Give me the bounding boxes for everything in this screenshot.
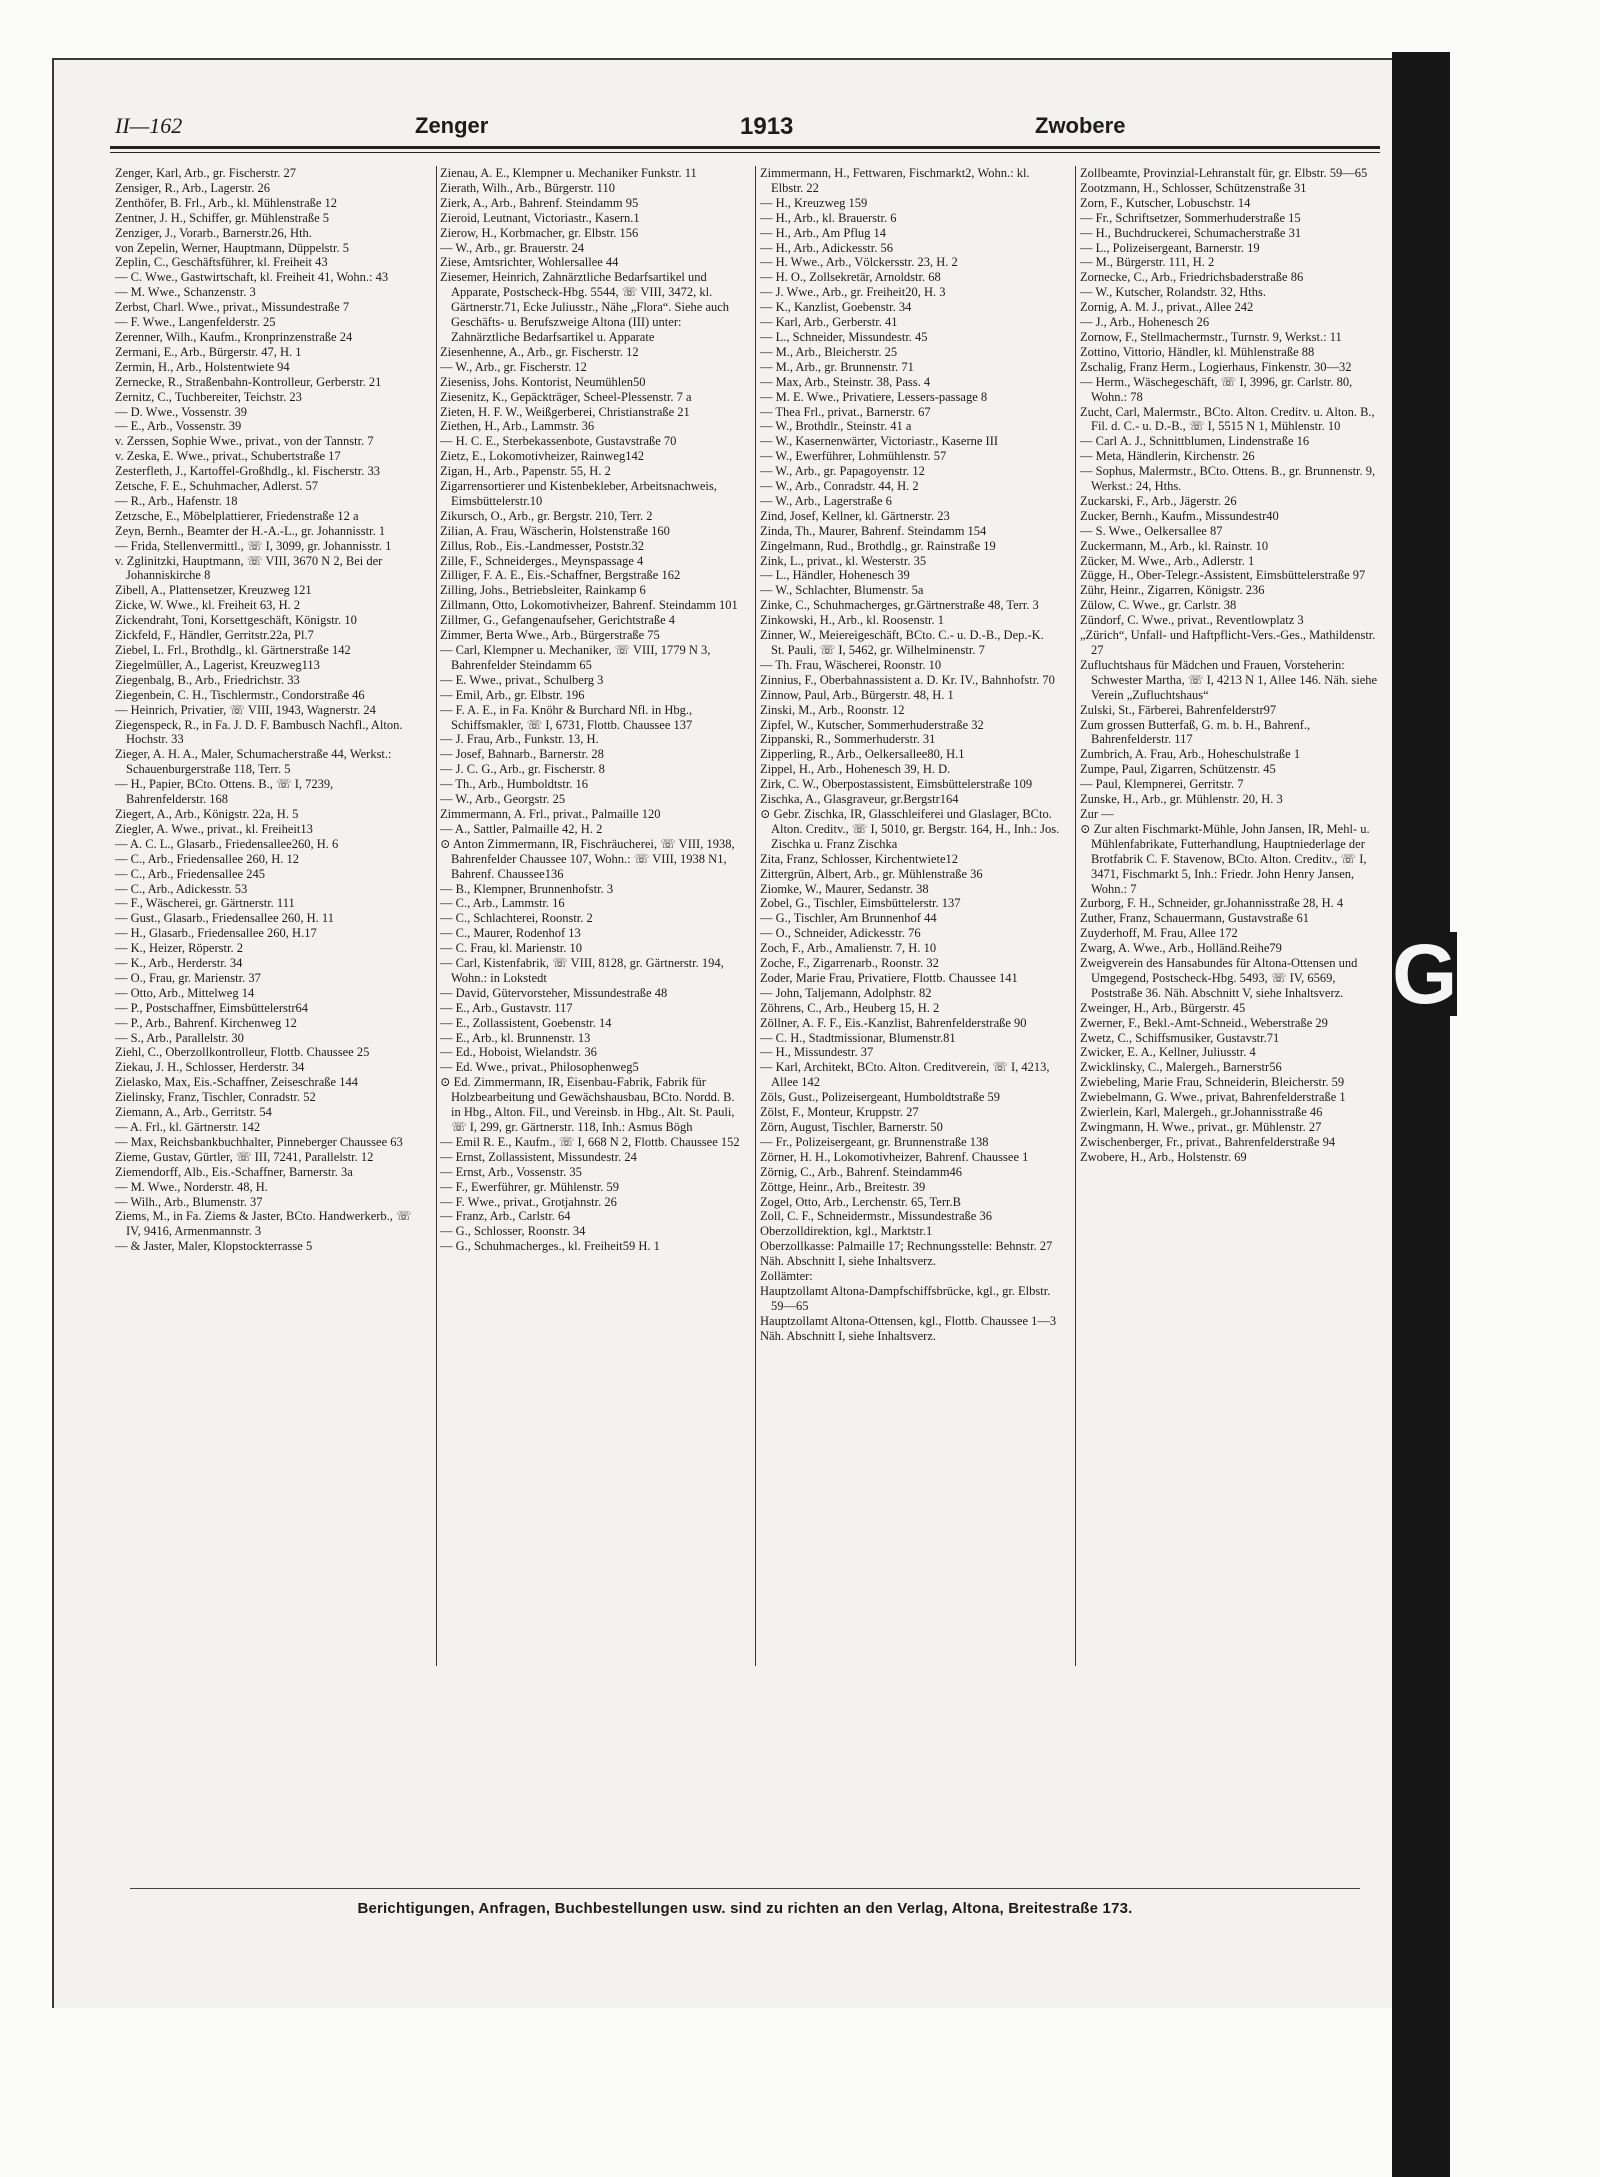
directory-entry: Zesterfleth, J., Kartoffel-Großhdlg., kl. Fischerstr. 33 bbox=[115, 464, 380, 479]
directory-entry: — Carl, Klempner u. Mechaniker, ☏ VIII, 1779 N 3, Bahrenfelder Steindamm 65 bbox=[440, 643, 711, 672]
directory-entry: Zieseniss, Johs. Kontorist, Neumühlen50 bbox=[440, 374, 646, 389]
directory-entry: Zerenner, Wilh., Kaufm., Kronprinzenstraße 24 bbox=[115, 329, 353, 344]
directory-entry: Zernecke, R., Straßenbahn-Kontrolleur, Gerberstr. 21 bbox=[115, 374, 382, 389]
directory-entry: Zinke, C., Schuhmacherges, gr.Gärtnerstraße 48, Terr. 3 bbox=[760, 598, 1039, 613]
directory-entry: Zillmann, Otto, Lokomotivheizer, Bahrenf. Steindamm 101 bbox=[440, 598, 738, 613]
directory-entry: Oberzolldirektion, kgl., Marktstr.1 bbox=[760, 1224, 933, 1239]
directory-entry: — D. Wwe., Vossenstr. 39 bbox=[115, 404, 247, 419]
directory-entry: — C., Arb., Adickesstr. 53 bbox=[115, 881, 248, 896]
directory-entry: Zuther, Franz, Schauermann, Gustavstraße 61 bbox=[1080, 911, 1309, 926]
directory-entry: Zumbrich, A. Frau, Arb., Hoheschulstraße 1 bbox=[1080, 747, 1301, 762]
directory-entry: — Fr., Polizeisergeant, gr. Brunnenstraße 138 bbox=[760, 1134, 989, 1149]
directory-entry: Zetsche, F. E., Schuhmacher, Adlerst. 57 bbox=[115, 479, 318, 494]
directory-entry: Zink, L., privat., kl. Westerstr. 35 bbox=[760, 553, 927, 568]
directory-entry: — E., Arb., Gustavstr. 117 bbox=[440, 1000, 573, 1015]
directory-entry: — G., Tischler, Am Brunnenhof 44 bbox=[760, 911, 937, 926]
directory-entry: Zimmermann, A. Frl., privat., Palmaille 120 bbox=[440, 806, 661, 821]
first-entry-keyword: Zenger bbox=[415, 113, 489, 138]
directory-entry: Zieten, H. F. W., Weißgerberei, Christianstraße 21 bbox=[440, 404, 690, 419]
directory-entry: Ziegenspeck, R., in Fa. J. D. F. Bambusch Nachfl., Alton. Hochstr. 33 bbox=[115, 717, 403, 747]
directory-entry: Zoche, F., Zigarrenarb., Roonstr. 32 bbox=[760, 956, 939, 971]
directory-entry: — O., Schneider, Adickesstr. 76 bbox=[760, 926, 921, 941]
directory-entry: Ziesenhenne, A., Arb., gr. Fischerstr. 12 bbox=[440, 344, 639, 359]
directory-entry: — C. H., Stadtmissionar, Blumenstr.81 bbox=[760, 1030, 956, 1045]
directory-entry: v. Zeska, E. Wwe., privat., Schubertstraße 17 bbox=[115, 449, 341, 464]
directory-entry: von Zepelin, Werner, Hauptmann, Düppelstr. 5 bbox=[115, 240, 349, 255]
directory-entry: — S. Wwe., Oelkersallee 87 bbox=[1080, 523, 1223, 538]
directory-entry: Zwischenberger, Fr., privat., Bahrenfelderstraße 94 bbox=[1080, 1134, 1336, 1149]
directory-entry: — J. Wwe., Arb., gr. Freiheit20, H. 3 bbox=[760, 285, 946, 300]
directory-entry: Zibell, A., Plattensetzer, Kreuzweg 121 bbox=[115, 583, 312, 598]
directory-entry: — H., Arb., kl. Brauerstr. 6 bbox=[760, 210, 897, 225]
directory-entry: Zücker, M. Wwe., Arb., Adlerstr. 1 bbox=[1080, 553, 1255, 568]
directory-entry: Zermani, E., Arb., Bürgerstr. 47, H. 1 bbox=[115, 344, 302, 359]
directory-entry: — Thea Frl., privat., Barnerstr. 67 bbox=[760, 404, 931, 419]
directory-entry: Oberzollkasse: Palmaille 17; Rechnungsstelle: Behnstr. 27 bbox=[760, 1239, 1053, 1254]
directory-entry: Zinda, Th., Maurer, Bahrenf. Steindamm 154 bbox=[760, 523, 987, 538]
directory-entry: — M. Wwe., Norderstr. 48, H. bbox=[115, 1179, 268, 1194]
directory-entry: — F. Wwe., privat., Grotjahnstr. 26 bbox=[440, 1194, 617, 1209]
directory-entry: Zind, Josef, Kellner, kl. Gärtnerstr. 23 bbox=[760, 508, 950, 523]
directory-entry: Zumpe, Paul, Zigarren, Schützenstr. 45 bbox=[1080, 762, 1276, 777]
directory-entry: Näh. Abschnitt I, siehe Inhaltsverz. bbox=[760, 1254, 936, 1269]
directory-entry: — W., Schlachter, Blumenstr. 5a bbox=[760, 583, 924, 598]
directory-entry: Zufluchtshaus für Mädchen und Frauen, Vorsteherin: Schwester Martha, ☏ I, 4213 N 1, Allee 146. Näh. siehe Verein „Zufluchtshaus“ bbox=[1080, 657, 1378, 702]
directory-entry: — J., Arb., Hohenesch 26 bbox=[1080, 315, 1210, 330]
directory-entry: Ziegert, A., Arb., Königstr. 22a, H. 5 bbox=[115, 806, 299, 821]
footer-rule bbox=[130, 1888, 1360, 1889]
directory-entry: — H., Papier, BCto. Ottens. B., ☏ I, 7239, Bahrenfelderstr. 168 bbox=[115, 777, 334, 807]
directory-entry: — Fr., Schriftsetzer, Sommerhuderstraße 15 bbox=[1080, 210, 1301, 225]
directory-entry: Zörn, August, Tischler, Barnerstr. 50 bbox=[760, 1120, 943, 1134]
directory-entry: Zittergrün, Albert, Arb., gr. Mühlenstraße 36 bbox=[760, 866, 983, 881]
directory-entry: — Ernst, Zollassistent, Missundestr. 24 bbox=[440, 1149, 637, 1164]
directory-entry: Hauptzollamt Altona-Ottensen, kgl., Flottb. Chaussee 1—3 bbox=[760, 1313, 1057, 1328]
directory-entry: — E. Wwe., privat., Schulberg 3 bbox=[440, 672, 604, 687]
directory-entry: — M., Arb., Bleicherstr. 25 bbox=[760, 344, 898, 359]
directory-entry: Zilliger, F. A. E., Eis.-Schaffner, Bergstraße 162 bbox=[440, 568, 681, 583]
column-divider bbox=[1075, 166, 1076, 1666]
directory-entry: — L., Polizeisergeant, Barnerstr. 19 bbox=[1080, 240, 1260, 255]
directory-entry: — K., Arb., Herderstr. 34 bbox=[115, 956, 243, 971]
directory-entry: — C. Frau, kl. Marienstr. 10 bbox=[440, 941, 583, 956]
directory-entry: Zwiebeling, Marie Frau, Schneiderin, Bleicherstr. 59 bbox=[1080, 1075, 1345, 1090]
directory-entry: Ziomke, W., Maurer, Sedanstr. 38 bbox=[760, 881, 929, 896]
directory-entry: Zinnow, Paul, Arb., Bürgerstr. 48, H. 1 bbox=[760, 687, 954, 702]
directory-entry: — M. E. Wwe., Privatiere, Lessers-passage 8 bbox=[760, 389, 988, 404]
directory-entry: Zernitz, C., Tuchbereiter, Teichstr. 23 bbox=[115, 389, 302, 404]
directory-entry: — H., Glasarb., Friedensallee 260, H.17 bbox=[115, 926, 317, 941]
directory-entry: — H., Buchdruckerei, Schumacherstraße 31 bbox=[1080, 225, 1302, 240]
publisher-notice: Berichtigungen, Anfragen, Buchbestellungen usw. sind zu richten an den Verlag, Altona, Breitestraße 173. bbox=[357, 1900, 1133, 1917]
directory-entry: Zille, F., Schneiderges., Meynspassage 4 bbox=[440, 553, 644, 568]
directory-entry: Zweinger, H., Arb., Bürgerstr. 45 bbox=[1080, 1000, 1246, 1015]
directory-entry: — W., Arb., gr. Brauerstr. 24 bbox=[440, 240, 585, 255]
adjacent-page-edge bbox=[1392, 52, 1458, 2177]
directory-entry: — W., Arb., gr. Papagoyenstr. 12 bbox=[760, 464, 925, 479]
directory-column-4 bbox=[1080, 166, 1380, 1676]
directory-entry: — C. Wwe., Gastwirtschaft, kl. Freiheit 41, Wohn.: 43 bbox=[115, 270, 389, 285]
directory-entry: Zörnig, C., Arb., Bahrenf. Steindamm46 bbox=[760, 1164, 963, 1179]
directory-entry: Zülow, C. Wwe., gr. Carlstr. 38 bbox=[1080, 598, 1237, 613]
directory-entry: Zieme, Gustav, Gürtler, ☏ III, 7241, Parallelstr. 12 bbox=[115, 1149, 374, 1164]
directory-entry: Ziems, M., in Fa. Ziems & Jaster, BCto. Handwerkerb., ☏ IV, 9416, Armenmannstr. 3 bbox=[115, 1209, 412, 1239]
directory-entry: — A. Frl., kl. Gärtnerstr. 142 bbox=[115, 1120, 261, 1134]
directory-entry: — P., Arb., Bahrenf. Kirchenweg 12 bbox=[115, 1015, 297, 1030]
directory-entry: — W., Kutscher, Rolandstr. 32, Hths. bbox=[1080, 285, 1266, 300]
directory-entry: Zierow, H., Korbmacher, gr. Elbstr. 156 bbox=[440, 225, 639, 240]
directory-entry: Zoch, F., Arb., Amalienstr. 7, H. 10 bbox=[760, 941, 937, 956]
directory-entry: — F., Ewerführer, gr. Mühlenstr. 59 bbox=[440, 1179, 620, 1194]
directory-entry: Zügge, H., Ober-Telegr.-Assistent, Eimsbüttelerstraße 97 bbox=[1080, 568, 1366, 583]
directory-entry: Zur — bbox=[1080, 806, 1114, 821]
directory-entry: Zieger, A. H. A., Maler, Schumacherstraße 44, Werkst.: Schauenburgerstraße 118, Terr. 5 bbox=[115, 747, 392, 777]
directory-entry: — M., Arb., gr. Brunnenstr. 71 bbox=[760, 359, 914, 374]
directory-entry: Zurborg, F. H., Schneider, gr.Johannisstraße 28, H. 4 bbox=[1080, 896, 1344, 911]
directory-entry: — Carl A. J., Schnittblumen, Lindenstraße 16 bbox=[1080, 434, 1310, 449]
directory-entry: Zunske, H., Arb., gr. Mühlenstr. 20, H. 3 bbox=[1080, 792, 1283, 807]
directory-entry: Zigarrensortierer und Kistenbekleber, Arbeitsnachweis, Eimsbüttelerstr.10 bbox=[440, 479, 717, 508]
directory-entry: Zillmer, G., Gefangenaufseher, Gerichtstraße 4 bbox=[440, 613, 676, 628]
directory-entry: — W., Arb., Lagerstraße 6 bbox=[760, 493, 892, 508]
directory-entry: — S., Arb., Parallelstr. 30 bbox=[115, 1030, 244, 1045]
directory-entry: Ziesenitz, K., Gepäckträger, Scheel-Plessenstr. 7 a bbox=[440, 389, 692, 404]
directory-entry: Zermin, H., Arb., Holstentwiete 94 bbox=[115, 359, 290, 374]
directory-entry: Zeyn, Bernh., Beamter der H.-A.-L., gr. Johannisstr. 1 bbox=[115, 523, 386, 538]
directory-entry: Zschalig, Franz Herm., Logierhaus, Finkenstr. 30—32 bbox=[1080, 359, 1352, 374]
directory-entry: Zippel, H., Arb., Hohenesch 39, H. D. bbox=[760, 762, 951, 777]
directory-entry: — R., Arb., Hafenstr. 18 bbox=[115, 493, 238, 508]
directory-entry: Zühr, Heinr., Zigarren, Königstr. 236 bbox=[1080, 583, 1265, 598]
directory-entry: Zinner, W., Meiereigeschäft, BCto. C.- u. D.-B., Dep.-K. St. Pauli, ☏ I, 5462, gr. Wilhelminenstr. 7 bbox=[760, 628, 1044, 657]
directory-entry: — W., Arb., Georgstr. 25 bbox=[440, 792, 566, 807]
directory-entry: — Ernst, Arb., Vossenstr. 35 bbox=[440, 1164, 582, 1179]
directory-entry: ⊙ Zur alten Fischmarkt-Mühle, John Jansen, IR, Mehl- u. Mühlenfabrikate, Futterhandlung, Hauptniederlage der Brotfabrik C. F. Stavenow, BCto. Alton. Creditv., ☏ I, 3471, Fischmarkt 5, Inh.: Friedr. John Henry Jansen, Wohn.: 7 bbox=[1080, 821, 1370, 896]
directory-entry: Ziemann, A., Arb., Gerritstr. 54 bbox=[115, 1105, 272, 1120]
directory-entry: Zierath, Wilh., Arb., Bürgerstr. 110 bbox=[440, 180, 615, 195]
directory-entry: — H., Arb., Adickesstr. 56 bbox=[760, 240, 893, 255]
directory-entry: — F. A. E., in Fa. Knöhr & Burchard Nfl. in Hbg., Schiffsmakler, ☏ I, 6731, Flottb. Chaussee 137 bbox=[440, 702, 693, 732]
directory-entry: — H. C. E., Sterbekassenbote, Gustavstraße 70 bbox=[440, 434, 677, 449]
directory-entry: — P., Postschaffner, Eimsbüttelerstr64 bbox=[115, 1000, 308, 1015]
directory-entry: — Th., Arb., Humboldtstr. 16 bbox=[440, 777, 589, 792]
directory-entry: Zenziger, J., Vorarb., Barnerstr.26, Hth. bbox=[115, 225, 312, 240]
directory-entry: Ziekau, J. H., Schlosser, Herderstr. 34 bbox=[115, 1060, 305, 1075]
directory-year: 1913 bbox=[740, 113, 794, 140]
directory-entry: — C., Maurer, Rodenhof 13 bbox=[440, 926, 581, 941]
directory-entry: Zulski, St., Färberei, Bahrenfelderstr97 bbox=[1080, 702, 1277, 717]
directory-entry: Zieroid, Leutnant, Victoriastr., Kasern.1 bbox=[440, 210, 640, 225]
directory-entry: — F. Wwe., Langenfelderstr. 25 bbox=[115, 315, 276, 330]
directory-entry: Zuckarski, F., Arb., Jägerstr. 26 bbox=[1080, 493, 1237, 508]
directory-entry: Zöllner, A. F. F., Eis.-Kanzlist, Bahrenfelderstraße 90 bbox=[760, 1015, 1027, 1030]
directory-entry: Zielinsky, Franz, Tischler, Conradstr. 52 bbox=[115, 1090, 316, 1105]
directory-entry: Ziehl, C., Oberzollkontrolleur, Flottb. Chaussee 25 bbox=[115, 1045, 370, 1060]
directory-entry: Zörner, H. H., Lokomotivheizer, Bahrenf. Chaussee 1 bbox=[760, 1149, 1029, 1164]
directory-entry: — Max, Arb., Steinstr. 38, Pass. 4 bbox=[760, 374, 931, 389]
directory-entry: Ziegenbalg, B., Arb., Friedrichstr. 33 bbox=[115, 672, 300, 687]
directory-entry: — W., Kasernenwärter, Victoriastr., Kaserne III bbox=[760, 434, 999, 449]
directory-entry: — W., Arb., gr. Fischerstr. 12 bbox=[440, 359, 587, 374]
directory-entry: Zenger, Karl, Arb., gr. Fischerstr. 27 bbox=[115, 166, 297, 180]
directory-entry: Zweigverein des Hansabundes für Altona-Ottensen und Umgegend, Postscheck-Hbg. 5493, ☏ IV, 6569, Poststraße 36. Näh. Abschnitt V, siehe Inhaltsverz. bbox=[1080, 956, 1358, 1000]
directory-entry: Zielasko, Max, Eis.-Schaffner, Zeiseschraße 144 bbox=[115, 1075, 358, 1090]
directory-entry: — Frida, Stellenvermittl., ☏ I, 3099, gr. Johannisstr. 1 bbox=[115, 538, 392, 553]
directory-entry: — C., Arb., Lammstr. 16 bbox=[440, 896, 565, 911]
directory-entry: — H., Kreuzweg 159 bbox=[760, 195, 868, 210]
directory-entry: Zwerner, F., Bekl.-Amt-Schneid., Weberstraße 29 bbox=[1080, 1015, 1328, 1030]
directory-entry: — Karl, Architekt, BCto. Alton. Creditverein, ☏ I, 4213, Allee 142 bbox=[760, 1060, 1050, 1090]
directory-entry: Zöttge, Heinr., Arb., Breitestr. 39 bbox=[760, 1179, 926, 1194]
directory-entry: — Otto, Arb., Mittelweg 14 bbox=[115, 985, 255, 1000]
directory-entry: — Th. Frau, Wäscherei, Roonstr. 10 bbox=[760, 657, 942, 672]
directory-entry: Zornecke, C., Arb., Friedrichsbaderstraße 86 bbox=[1080, 270, 1304, 285]
directory-entry: — H. O., Zollsekretär, Arnoldstr. 68 bbox=[760, 270, 941, 285]
directory-entry: — K., Kanzlist, Goebenstr. 34 bbox=[760, 300, 912, 315]
directory-entry: — K., Heizer, Röperstr. 2 bbox=[115, 941, 243, 956]
directory-column-3 bbox=[760, 166, 1060, 1676]
column-divider bbox=[436, 166, 437, 1666]
directory-entry: Zilian, A. Frau, Wäscherin, Holstenstraße 160 bbox=[440, 523, 670, 538]
page-number: II—162 bbox=[115, 113, 183, 138]
directory-entry: Zwiebelmann, G. Wwe., privat, Bahrenfelderstraße 1 bbox=[1080, 1090, 1346, 1105]
directory-entry: Zollbeamte, Provinzial-Lehranstalt für, gr. Elbstr. 59—65 bbox=[1080, 166, 1368, 180]
directory-entry: Zikursch, O., Arb., gr. Bergstr. 210, Terr. 2 bbox=[440, 508, 653, 523]
directory-entry: Zietz, E., Lokomotivheizer, Rainweg142 bbox=[440, 449, 644, 464]
directory-entry: „Zürich“, Unfall- und Haftpflicht-Vers.-Ges., Mathildenstr. 27 bbox=[1080, 628, 1376, 657]
directory-entry: — W., Brothdlr., Steinstr. 41 a bbox=[760, 419, 912, 434]
directory-entry: Zigan, H., Arb., Papenstr. 55, H. 2 bbox=[440, 464, 611, 479]
directory-entry: Ziemendorff, Alb., Eis.-Schaffner, Barnerstr. 3a bbox=[115, 1164, 353, 1179]
directory-entry: — G., Schuhmacherges., kl. Freiheit59 H. 1 bbox=[440, 1239, 660, 1254]
directory-entry: Zienau, A. E., Klempner u. Mechaniker Funkstr. 11 bbox=[440, 166, 697, 180]
directory-entry: — L., Schneider, Missundestr. 45 bbox=[760, 329, 928, 344]
column-divider bbox=[755, 166, 756, 1666]
directory-entry: Zilling, Johs., Betriebsleiter, Rainkamp 6 bbox=[440, 583, 646, 598]
directory-entry: Zum grossen Butterfaß, G. m. b. H., Bahrenf., Bahrenfelderstr. 117 bbox=[1080, 717, 1311, 747]
directory-entry: Zuckermann, M., Arb., kl. Rainstr. 10 bbox=[1080, 538, 1269, 553]
directory-entry: Zimmer, Berta Wwe., Arb., Bürgerstraße 75 bbox=[440, 628, 660, 643]
directory-entry: — M. Wwe., Schanzenstr. 3 bbox=[115, 285, 256, 300]
directory-entry: Zipperling, R., Arb., Oelkersallee80, H.1 bbox=[760, 747, 965, 762]
directory-entry: — C., Arb., Friedensallee 245 bbox=[115, 866, 265, 881]
directory-entry: — Gust., Glasarb., Friedensallee 260, H. 11 bbox=[115, 911, 334, 926]
directory-entry: Zwicklinsky, C., Malergeh., Barnerstr56 bbox=[1080, 1060, 1282, 1075]
directory-entry: — Ed., Hoboist, Wielandstr. 36 bbox=[440, 1045, 597, 1060]
directory-entry: Ziethen, H., Arb., Lammstr. 36 bbox=[440, 419, 595, 434]
directory-entry: — G., Schlosser, Roonstr. 34 bbox=[440, 1224, 586, 1239]
directory-entry: — John, Taljemann, Adolphstr. 82 bbox=[760, 985, 932, 1000]
directory-entry: — Paul, Klempnerei, Gerritstr. 7 bbox=[1080, 777, 1244, 792]
directory-entry: Zwingmann, H. Wwe., privat., gr. Mühlenstr. 27 bbox=[1080, 1120, 1322, 1134]
directory-entry: — M., Bürgerstr. 111, H. 2 bbox=[1080, 255, 1215, 270]
directory-entry: v. Zerssen, Sophie Wwe., privat., von der Tannstr. 7 bbox=[115, 434, 374, 449]
directory-entry: — H. Wwe., Arb., Völckersstr. 23, H. 2 bbox=[760, 255, 958, 270]
directory-entry: — C., Arb., Friedensallee 260, H. 12 bbox=[115, 851, 300, 866]
directory-entry: — W., Ewerführer, Lohmühlenstr. 57 bbox=[760, 449, 947, 464]
directory-entry: — E., Zollassistent, Goebenstr. 14 bbox=[440, 1015, 612, 1030]
directory-entry: Zenthöfer, B. Frl., Arb., kl. Mühlenstraße 12 bbox=[115, 195, 338, 210]
directory-entry: — B., Klempner, Brunnenhofstr. 3 bbox=[440, 881, 614, 896]
directory-entry: Zwarg, A. Wwe., Arb., Holländ.Reihe79 bbox=[1080, 941, 1282, 956]
directory-entry: — Wilh., Arb., Blumenstr. 37 bbox=[115, 1194, 263, 1209]
directory-entry: — David, Gütervorsteher, Missundestraße 48 bbox=[440, 985, 668, 1000]
directory-entry: Zoll, C. F., Schneidermstr., Missundestraße 36 bbox=[760, 1209, 992, 1224]
directory-column-2 bbox=[440, 166, 740, 1676]
adjacent-page-letter: G bbox=[1392, 927, 1458, 1021]
directory-entry: — Sophus, Malermstr., BCto. Ottens. B., gr. Brunnenstr. 9, Werkst.: 24, Hths. bbox=[1080, 464, 1376, 494]
directory-entry: — O., Frau, gr. Marienstr. 37 bbox=[115, 970, 261, 985]
directory-entry: Zippanski, R., Sommerhuderstr. 31 bbox=[760, 732, 936, 747]
directory-entry: — Josef, Bahnarb., Barnerstr. 28 bbox=[440, 747, 604, 762]
last-entry-keyword: Zwobere bbox=[1035, 113, 1126, 138]
directory-entry: Zischka, A., Glasgraveur, gr.Bergstr164 bbox=[760, 792, 959, 807]
directory-entry: Zorn, F., Kutscher, Lobuschstr. 14 bbox=[1080, 195, 1251, 210]
directory-entry: Zipfel, W., Kutscher, Sommerhuderstraße 32 bbox=[760, 717, 984, 732]
directory-entry: — L., Händler, Hohenesch 39 bbox=[760, 568, 910, 583]
directory-entry: Zornig, A. M. J., privat., Allee 242 bbox=[1080, 300, 1254, 315]
page-header bbox=[115, 113, 1370, 143]
directory-entry: Zucker, Bernh., Kaufm., Missundestr40 bbox=[1080, 508, 1279, 523]
directory-entry: Zerbst, Charl. Wwe., privat., Missundestraße 7 bbox=[115, 300, 350, 315]
directory-entry: Ziegenbein, C. H., Tischlermstr., Condorstraße 46 bbox=[115, 687, 365, 702]
directory-entry: — Max, Reichsbankbuchhalter, Pinneberger Chaussee 63 bbox=[115, 1134, 403, 1149]
directory-entry: — C., Schlachterei, Roonstr. 2 bbox=[440, 911, 593, 926]
directory-column-1 bbox=[115, 166, 415, 1676]
directory-entry: Zucht, Carl, Malermstr., BCto. Alton. Creditv. u. Alton. B., Fil. d. C.- u. D.-B., ☏ I, 5515 N 1, Mühlenstr. 10 bbox=[1080, 404, 1375, 434]
directory-entry: — F., Wäscherei, gr. Gärtnerstr. 111 bbox=[115, 896, 295, 911]
directory-entry: — E., Arb., Vossenstr. 39 bbox=[115, 419, 242, 434]
directory-entry: — H., Missundestr. 37 bbox=[760, 1045, 874, 1060]
header-rule-thin bbox=[110, 152, 1380, 153]
directory-entry: — Emil R. E., Kaufm., ☏ I, 668 N 2, Flottb. Chaussee 152 bbox=[440, 1134, 740, 1149]
directory-entry: Zollämter: bbox=[760, 1269, 813, 1284]
directory-entry: Zwetz, C., Schiffsmusiker, Gustavstr.71 bbox=[1080, 1030, 1280, 1045]
directory-entry: Zirk, C. W., Oberpostassistent, Eimsbüttelerstraße 109 bbox=[760, 777, 1033, 792]
directory-entry: — W., Arb., Conradstr. 44, H. 2 bbox=[760, 479, 919, 494]
directory-entry: — A. C. L., Glasarb., Friedensallee260, H. 6 bbox=[115, 836, 339, 851]
directory-entry: Zootzmann, H., Schlosser, Schützenstraße 31 bbox=[1080, 180, 1307, 195]
directory-entry: Zobel, G., Tischler, Eimsbüttelerstr. 137 bbox=[760, 896, 961, 911]
directory-entry: Zingelmann, Rud., Brothdlg., gr. Rainstraße 19 bbox=[760, 538, 996, 553]
directory-entry: Näh. Abschnitt I, siehe Inhaltsverz. bbox=[760, 1328, 936, 1343]
directory-entry: Ziegler, A. Wwe., privat., kl. Freiheit13 bbox=[115, 821, 313, 836]
directory-entry: Zwicker, E. A., Kellner, Juliusstr. 4 bbox=[1080, 1045, 1256, 1060]
directory-entry: Zetzsche, E., Möbelplattierer, Friedenstraße 12 a bbox=[115, 508, 359, 523]
directory-entry: Zimmermann, H., Fettwaren, Fischmarkt2, Wohn.: kl. Elbstr. 22 bbox=[760, 166, 1030, 195]
directory-entry: — E., Arb., kl. Brunnenstr. 13 bbox=[440, 1030, 591, 1045]
directory-entry: Zoder, Marie Frau, Privatiere, Flottb. Chaussee 141 bbox=[760, 970, 1018, 985]
directory-entry: Ziesemer, Heinrich, Zahnärztliche Bedarfsartikel und Apparate, Postscheck-Hbg. 5544, ☏ VIII, 3472, kl. Gärtnerstr.71, Ecke Juliusstr., Nähe „Flora“. Siehe auch Geschäfts- u. Berufszweige Altona (III) unter: Zahnärztliche Bedarfsartikel u. Apparate bbox=[440, 270, 730, 344]
directory-entry: Zwierlein, Karl, Malergeh., gr.Johannisstraße 46 bbox=[1080, 1105, 1323, 1120]
directory-entry: Zickendraht, Toni, Korsettgeschäft, Königstr. 10 bbox=[115, 613, 357, 628]
directory-entry: Zinnius, F., Oberbahnassistent a. D. Kr. IV., Bahnhofstr. 70 bbox=[760, 672, 1055, 687]
directory-entry: Ziebel, L. Frl., Brothdlg., kl. Gärtnerstraße 142 bbox=[115, 643, 351, 657]
directory-entry: Ziegelmüller, A., Lagerist, Kreuzweg113 bbox=[115, 657, 320, 672]
directory-entry: — H., Arb., Am Pflug 14 bbox=[760, 225, 887, 240]
directory-entry: ⊙ Ed. Zimmermann, IR, Eisenbau-Fabrik, Fabrik für Holzbearbeitung und Gewächshausbau, BCto. Nordd. B. in Hbg., Alton. Fil., und Vereinsb. in Hbg., Alt. St. Pauli, ☏ I, 299, gr. Gärtnerstr. 118, Inh.: Asmus Bögh bbox=[440, 1075, 735, 1134]
directory-entry: Hauptzollamt Altona-Dampfschiffsbrücke, kgl., gr. Elbstr. 59—65 bbox=[760, 1283, 1051, 1313]
directory-entry: Zeplin, C., Geschäftsführer, kl. Freiheit 43 bbox=[115, 255, 328, 270]
directory-entry: Ziese, Amtsrichter, Wohlersallee 44 bbox=[440, 255, 619, 270]
directory-entry: Zentner, J. H., Schiffer, gr. Mühlenstraße 5 bbox=[115, 210, 329, 225]
directory-entry: Zierk, A., Arb., Bahrenf. Steindamm 95 bbox=[440, 195, 639, 210]
directory-entry: Zündorf, C. Wwe., privat., Reventlowplatz 3 bbox=[1080, 613, 1304, 628]
directory-entry: — Carl, Kistenfabrik, ☏ VIII, 8128, gr. Gärtnerstr. 194, Wohn.: in Lokstedt bbox=[440, 956, 724, 985]
directory-entry: — J. C. G., Arb., gr. Fischerstr. 8 bbox=[440, 762, 605, 777]
directory-entry: Zwobere, H., Arb., Holstenstr. 69 bbox=[1080, 1149, 1247, 1164]
directory-entry: ⊙ Anton Zimmermann, IR, Fischräucherei, ☏ VIII, 1938, Bahrenfelder Chaussee 107, Wohn.: ☏ VIII, 1938 N1, Bahrenf. Chaussee136 bbox=[440, 836, 735, 881]
directory-entry: Zöls, Gust., Polizeisergeant, Humboldtstraße 59 bbox=[760, 1090, 1001, 1105]
directory-entry: — A., Sattler, Palmaille 42, H. 2 bbox=[440, 821, 603, 836]
directory-entry: Zita, Franz, Schlosser, Kirchentwiete12 bbox=[760, 851, 959, 866]
directory-entry: — Ed. Wwe., privat., Philosophenweg5 bbox=[440, 1060, 639, 1075]
directory-entry: — Emil, Arb., gr. Elbstr. 196 bbox=[440, 687, 585, 702]
directory-entry: — & Jaster, Maler, Klopstockterrasse 5 bbox=[115, 1239, 313, 1254]
directory-entry: — Herm., Wäschegeschäft, ☏ I, 3996, gr. Carlstr. 80, Wohn.: 78 bbox=[1080, 374, 1353, 404]
directory-entry: — J. Frau, Arb., Funkstr. 13, H. bbox=[440, 732, 599, 747]
directory-entry: Zogel, Otto, Arb., Lerchenstr. 65, Terr.B bbox=[760, 1194, 961, 1209]
directory-entry: — Franz, Arb., Carlstr. 64 bbox=[440, 1209, 571, 1224]
directory-entry: Zensiger, R., Arb., Lagerstr. 26 bbox=[115, 180, 271, 195]
directory-entry: v. Zglinitzki, Hauptmann, ☏ VIII, 3670 N 2, Bei der Johanniskirche 8 bbox=[115, 553, 383, 583]
header-rule-thick bbox=[110, 146, 1380, 149]
directory-entry: — Meta, Händlerin, Kirchenstr. 26 bbox=[1080, 449, 1255, 464]
directory-entry: Zuyderhoff, M. Frau, Allee 172 bbox=[1080, 926, 1238, 941]
directory-entry: ⊙ Gebr. Zischka, IR, Glasschleiferei und Glaslager, BCto. Alton. Creditv., ☏ I, 5010, gr. Bergstr. 164, H., Inh.: Jos. Zischka u. Franz Zischka bbox=[760, 806, 1060, 851]
directory-entry: — Karl, Arb., Gerberstr. 41 bbox=[760, 315, 898, 330]
directory-entry: Zicke, W. Wwe., kl. Freiheit 63, H. 2 bbox=[115, 598, 301, 613]
directory-entry: Zinkowski, H., Arb., kl. Roosenstr. 1 bbox=[760, 613, 945, 628]
directory-entry: — Heinrich, Privatier, ☏ VIII, 1943, Wagnerstr. 24 bbox=[115, 702, 376, 717]
directory-entry: Zinski, M., Arb., Roonstr. 12 bbox=[760, 702, 905, 717]
directory-entry: Zillus, Rob., Eis.-Landmesser, Poststr.32 bbox=[440, 538, 645, 553]
directory-entry: Zickfeld, F., Händler, Gerritstr.22a, Pl.7 bbox=[115, 628, 314, 643]
directory-entry: Zornow, F., Stellmachermstr., Turnstr. 9, Werkst.: 11 bbox=[1080, 329, 1342, 344]
directory-entry: Zottino, Vittorio, Händler, kl. Mühlenstraße 88 bbox=[1080, 344, 1315, 359]
directory-entry: Zöhrens, C., Arb., Heuberg 15, H. 2 bbox=[760, 1000, 940, 1015]
directory-entry: Zölst, F., Monteur, Kruppstr. 27 bbox=[760, 1105, 919, 1120]
